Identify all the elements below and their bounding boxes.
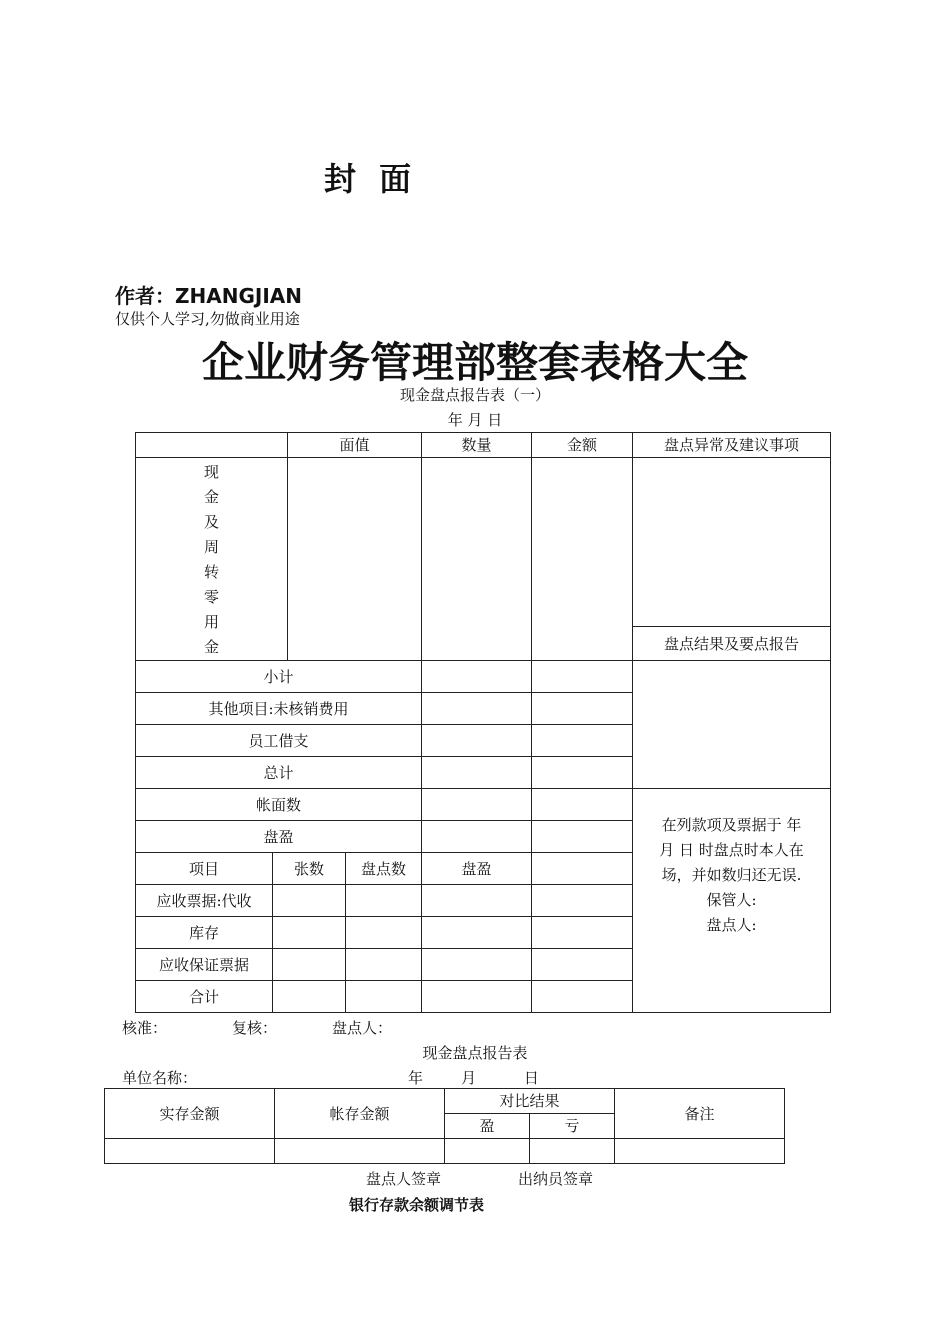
table-cell[interactable] (346, 917, 422, 949)
statement-line: 在列款项及票据于 年 (661, 816, 802, 834)
header-remark: 备注 (615, 1089, 785, 1139)
usage-note: 仅供个人学习,勿做商业用途 (115, 310, 300, 328)
sub-row-label: 合计 (136, 981, 273, 1013)
table-cell[interactable] (422, 661, 532, 693)
table1-date: 年 月 日 (447, 411, 503, 429)
result-cell[interactable] (633, 661, 831, 789)
result-header: 盘点结果及要点报告 (633, 627, 831, 661)
header-amount: 金额 (532, 433, 633, 458)
header-blank (136, 433, 288, 458)
header-deficit: 亏 (530, 1114, 615, 1139)
header-anomaly: 盘点异常及建议事项 (633, 433, 831, 458)
table-cell[interactable] (273, 885, 346, 917)
header-face-value: 面值 (288, 433, 422, 458)
table-cell[interactable] (422, 725, 532, 757)
table-cell[interactable] (422, 885, 532, 917)
approve-label: 核准： (122, 1019, 168, 1037)
vertical-char: 零 (203, 588, 219, 606)
anomaly-cell[interactable] (633, 458, 831, 627)
unit-name-label: 单位名称： (122, 1069, 198, 1087)
amount-cell[interactable] (532, 458, 633, 661)
cash-report-table (104, 1088, 785, 1164)
header-actual-amount: 实存金额 (105, 1089, 275, 1139)
table-cell[interactable] (422, 917, 532, 949)
table-cell[interactable] (532, 661, 633, 693)
table-cell[interactable] (532, 981, 633, 1013)
sub-header-item: 项目 (136, 853, 273, 885)
custodian-label: 保管人: (706, 891, 757, 909)
review-label: 复核： (232, 1019, 278, 1037)
cover-title: 封 面 (324, 160, 418, 198)
sub-header-check-count: 盘点数 (346, 853, 422, 885)
sub-row-label: 库存 (136, 917, 273, 949)
sub-header-count: 张数 (273, 853, 346, 885)
table-cell[interactable] (422, 981, 532, 1013)
employee-loan-label: 员工借支 (136, 725, 422, 757)
vertical-char: 现 (203, 463, 219, 481)
vertical-char: 转 (203, 563, 219, 581)
header-book-amount: 帐存金额 (275, 1089, 445, 1139)
face-value-cell[interactable] (288, 458, 422, 661)
table-cell[interactable] (273, 981, 346, 1013)
table1-caption: 现金盘点报告表（一） (399, 386, 550, 404)
table-cell[interactable] (532, 853, 633, 885)
vertical-char: 金 (203, 638, 219, 656)
vertical-char: 周 (203, 538, 219, 556)
surplus-label: 盘盈 (136, 821, 422, 853)
table-cell[interactable] (532, 757, 633, 789)
main-title: 企业财务管理部整套表格大全 (201, 338, 748, 387)
table-cell[interactable] (615, 1139, 785, 1164)
table-cell[interactable] (422, 757, 532, 789)
statement-line: 场，并如数归还无误. (661, 866, 802, 884)
other-items-label: 其他项目:未核销费用 (136, 693, 422, 725)
author-label: 作者：ZHANGJIAN (115, 284, 302, 308)
cash-count-table (135, 432, 831, 1013)
bank-reconciliation-title: 银行存款余额调节表 (349, 1196, 485, 1214)
subtotal-label: 小计 (136, 661, 422, 693)
counter-label: 盘点人： (332, 1019, 393, 1037)
quantity-cell[interactable] (422, 458, 532, 661)
table-cell[interactable] (422, 821, 532, 853)
table-cell[interactable] (422, 949, 532, 981)
statement-line: 月 日 时盘点时本人在 (659, 841, 804, 859)
table-cell[interactable] (530, 1139, 615, 1164)
counter-label: 盘点人: (706, 916, 757, 934)
table-cell[interactable] (273, 917, 346, 949)
table2-caption: 现金盘点报告表 (422, 1044, 528, 1062)
header-surplus: 盈 (445, 1114, 530, 1139)
table-cell[interactable] (532, 693, 633, 725)
table-cell[interactable] (346, 949, 422, 981)
table-cell[interactable] (532, 917, 633, 949)
book-amount-label: 帐面数 (136, 789, 422, 821)
vertical-char: 用 (203, 613, 219, 631)
sub-row-label: 应收票据:代收 (136, 885, 273, 917)
sub-row-label: 应收保证票据 (136, 949, 273, 981)
table-cell[interactable] (445, 1139, 530, 1164)
table-cell[interactable] (532, 725, 633, 757)
table-cell[interactable] (532, 885, 633, 917)
table-cell[interactable] (275, 1139, 445, 1164)
vertical-char: 及 (203, 513, 219, 531)
sub-header-surplus: 盘盈 (422, 853, 532, 885)
header-compare-result: 对比结果 (445, 1089, 615, 1114)
table-cell[interactable] (422, 693, 532, 725)
counter-sign-label: 盘点人签章 (366, 1170, 442, 1188)
table-cell[interactable] (532, 789, 633, 821)
petty-cash-label (136, 458, 288, 661)
total-label: 总计 (136, 757, 422, 789)
cashier-sign-label: 出纳员签章 (518, 1170, 594, 1188)
table-cell[interactable] (532, 821, 633, 853)
statement-cell (633, 789, 831, 1013)
table2-date: 年 月 日 (408, 1069, 539, 1087)
table-cell[interactable] (422, 789, 532, 821)
table-cell[interactable] (273, 949, 346, 981)
header-quantity: 数量 (422, 433, 532, 458)
vertical-char: 金 (203, 488, 219, 506)
table-cell[interactable] (532, 949, 633, 981)
table-cell[interactable] (346, 885, 422, 917)
table-cell[interactable] (346, 981, 422, 1013)
table-cell[interactable] (105, 1139, 275, 1164)
